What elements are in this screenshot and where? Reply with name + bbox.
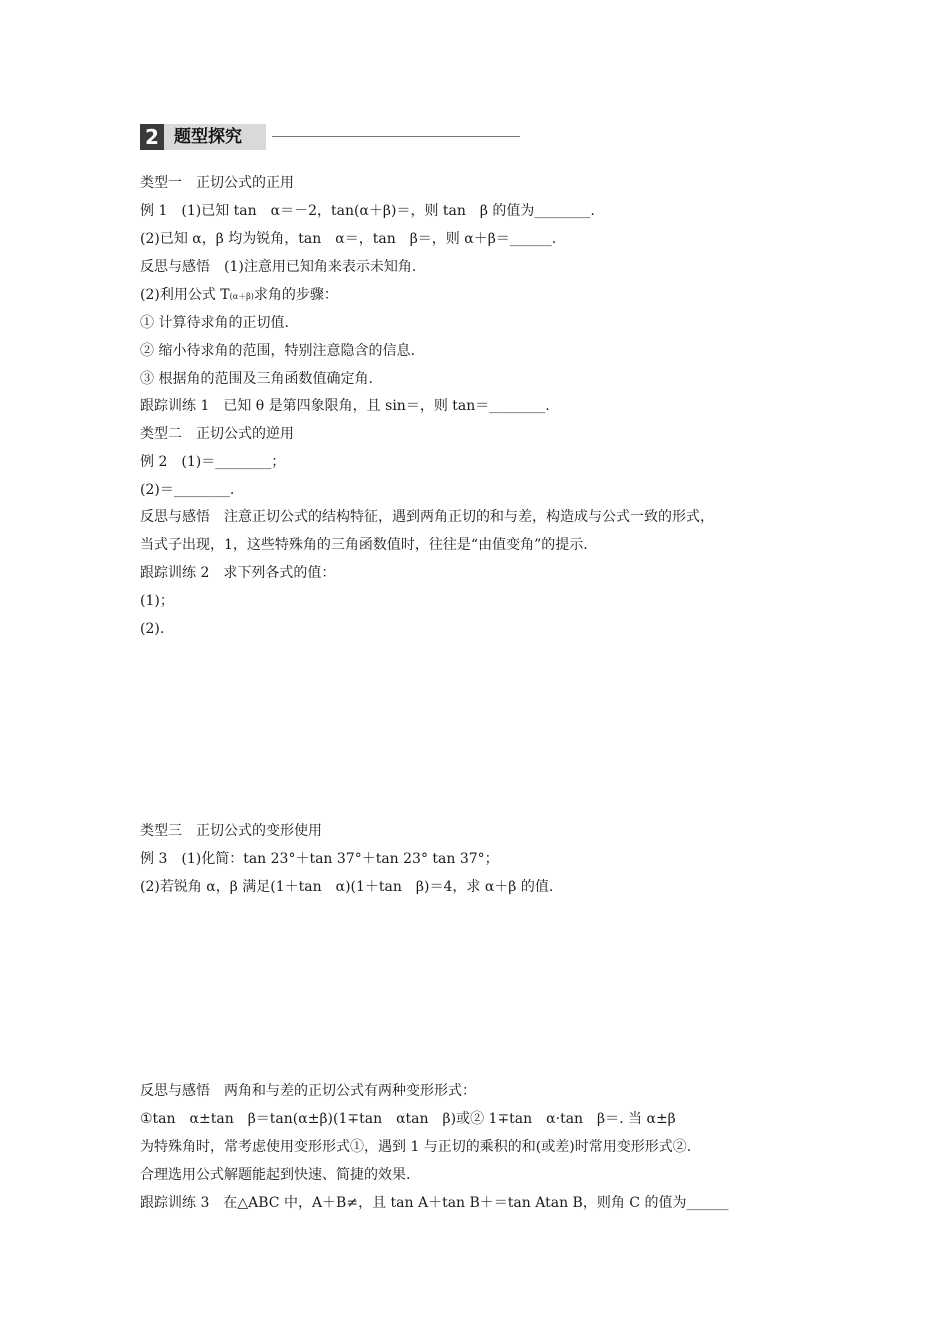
section-title: 题型探究 (174, 127, 242, 147)
practice2: 跟踪训练 2 求下列各式的值： (140, 565, 336, 581)
reflection1-note2 (140, 285, 338, 307)
practice2-item2: (2). (140, 621, 165, 637)
section-header (140, 124, 520, 150)
reflection2-line2: 当式子出现，1，这些特殊角的三角函数值时，往往是“由值变角”的提示. (140, 537, 588, 553)
section-title-box (164, 124, 266, 150)
example3-part1: 例 3 (1)化简：tan 23°＋tan 37°＋tan 23° tan 37°； (140, 851, 499, 867)
example1-part1: 例 1 (1)已知 tan α＝－2，tan(α＋β)＝，则 tan β 的值为________. (140, 203, 595, 219)
type1-heading: 类型一 正切公式的正用 (140, 175, 294, 191)
step-2: ② 缩小待求角的范围，特别注意隐含的信息. (140, 343, 415, 359)
type2-heading: 类型二 正切公式的逆用 (140, 426, 294, 442)
formula-subscript: (α＋β) (229, 292, 254, 301)
reflection2-line1: 反思与感悟 注意正切公式的结构特征，遇到两角正切的和与差，构造成与公式一致的形式， (140, 509, 714, 525)
formula-text: (2)利用公式 T (140, 287, 230, 303)
practice1: 跟踪训练 1 已知 θ 是第四象限角，且 sin＝，则 tan＝________. (140, 398, 550, 414)
example2-part1: 例 2 (1)＝________； (140, 454, 286, 470)
reflection3-line2: 为特殊角时，常考虑使用变形形式①，遇到 1 与正切的乘积的和(或差)时常用变形形式②. (140, 1139, 692, 1155)
reflection3-heading: 反思与感悟 两角和与差的正切公式有两种变形形式： (140, 1083, 476, 1099)
practice3: 跟踪训练 3 在△ABC 中，A＋B≠，且 tan A＋tan B＋＝tan Atan B，则角 C 的值为______ (140, 1195, 729, 1211)
step-1: ① 计算待求角的正切值. (140, 315, 289, 331)
section-number-badge: 2 (140, 124, 164, 150)
step-3: ③ 根据角的范围及三角函数值确定角. (140, 371, 373, 387)
example3-part2: (2)若锐角 α，β 满足(1＋tan α)(1＋tan β)＝4，求 α＋β 的值. (140, 879, 554, 895)
reflection3-line3: 合理选用公式解题能起到快速、简捷的效果. (140, 1167, 411, 1183)
type3-heading: 类型三 正切公式的变形使用 (140, 823, 322, 839)
reflection1-note1: 反思与感悟 (1)注意用已知角来表示未知角. (140, 259, 417, 275)
example2-part2: (2)＝________. (140, 482, 235, 498)
example1-part2: (2)已知 α，β 均为锐角，tan α＝，tan β＝，则 α＋β＝______. (140, 231, 557, 247)
formula-text-tail: 求角的步骤： (253, 287, 338, 303)
section-divider (272, 136, 520, 137)
practice2-item1: (1)； (140, 593, 174, 609)
reflection3-formulas: ①tan α±tan β＝tan(α±β)(1∓tan αtan β)或② 1∓tan α·tan β＝. 当 α±β (140, 1111, 676, 1127)
